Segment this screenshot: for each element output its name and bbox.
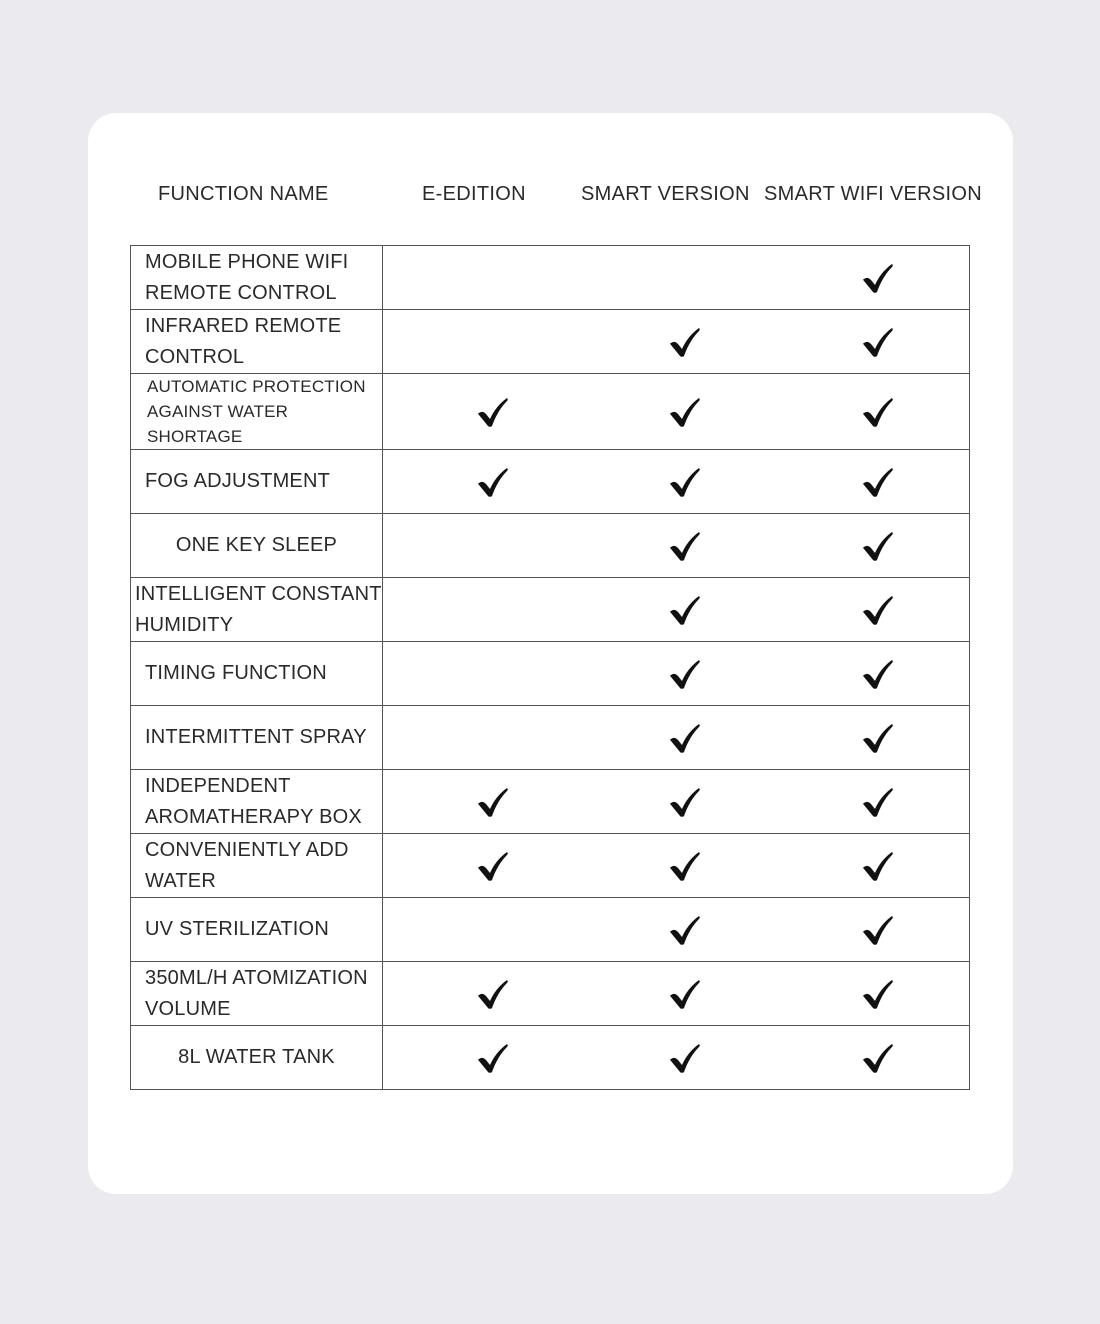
checkmark-icon [861, 721, 895, 755]
function-name-cell: FOG ADJUSTMENT [131, 450, 383, 514]
function-name-cell: ONE KEY SLEEP [131, 514, 383, 578]
table-row [131, 770, 970, 834]
availability-cell [383, 706, 970, 770]
checkmark-icon [861, 657, 895, 691]
header-e-edition: E-EDITION [422, 183, 526, 205]
availability-cell [383, 450, 970, 514]
checkmark-icon [861, 977, 895, 1011]
availability-cell [383, 310, 970, 374]
function-name-cell: MOBILE PHONE WIFI REMOTE CONTROL [131, 246, 383, 310]
availability-cell [383, 1026, 970, 1090]
availability-cell [383, 246, 970, 310]
checkmark-icon [861, 849, 895, 883]
function-name-cell: UV STERILIZATION [131, 898, 383, 962]
checkmark-icon [861, 261, 895, 295]
function-name-cell: AUTOMATIC PROTECTION AGAINST WATER SHORTAGE [131, 374, 383, 450]
checkmark-icon [668, 785, 702, 819]
checkmark-icon [476, 849, 510, 883]
checkmark-icon [476, 395, 510, 429]
checkmark-icon [861, 529, 895, 563]
function-name-cell: INTERMITTENT SPRAY [131, 706, 383, 770]
checkmark-icon [476, 465, 510, 499]
table-row [131, 898, 970, 962]
function-name-cell: TIMING FUNCTION [131, 642, 383, 706]
table-row [131, 706, 970, 770]
table-row [131, 514, 970, 578]
availability-cell [383, 898, 970, 962]
availability-cell [383, 514, 970, 578]
function-name-cell: CONVENIENTLY ADD WATER [131, 834, 383, 898]
checkmark-icon [861, 913, 895, 947]
function-name-cell: 350ML/H ATOMIZATION VOLUME [131, 962, 383, 1026]
checkmark-icon [668, 1041, 702, 1075]
table-row [131, 834, 970, 898]
checkmark-icon [668, 465, 702, 499]
function-name-cell: INTELLIGENT CONSTANT HUMIDITY [131, 578, 383, 642]
checkmark-icon [668, 529, 702, 563]
table-row [131, 578, 970, 642]
availability-cell [383, 834, 970, 898]
table-row [131, 450, 970, 514]
table-row [131, 1026, 970, 1090]
checkmark-icon [476, 977, 510, 1011]
table-row [131, 962, 970, 1026]
checkmark-icon [668, 849, 702, 883]
table-row [131, 374, 970, 450]
table-row [131, 310, 970, 374]
checkmark-icon [861, 395, 895, 429]
availability-cell [383, 642, 970, 706]
comparison-card [88, 113, 1013, 1194]
header-function-name: FUNCTION NAME [158, 183, 329, 205]
checkmark-icon [668, 913, 702, 947]
checkmark-icon [861, 1041, 895, 1075]
function-name-cell: INDEPENDENT AROMATHERAPY BOX [131, 770, 383, 834]
availability-cell [383, 374, 970, 450]
function-name-cell: INFRARED REMOTE CONTROL [131, 310, 383, 374]
checkmark-icon [668, 593, 702, 627]
checkmark-icon [668, 721, 702, 755]
table-row [131, 246, 970, 310]
checkmark-icon [476, 785, 510, 819]
availability-cell [383, 578, 970, 642]
feature-comparison-table [130, 245, 970, 1090]
checkmark-icon [861, 785, 895, 819]
checkmark-icon [861, 465, 895, 499]
checkmark-icon [861, 593, 895, 627]
checkmark-icon [668, 395, 702, 429]
availability-cell [383, 962, 970, 1026]
availability-cell [383, 770, 970, 834]
checkmark-icon [476, 1041, 510, 1075]
checkmark-icon [668, 977, 702, 1011]
checkmark-icon [861, 325, 895, 359]
function-name-cell: 8L WATER TANK [131, 1026, 383, 1090]
table-row [131, 642, 970, 706]
header-smart-version: SMART VERSION [581, 183, 750, 205]
checkmark-icon [668, 657, 702, 691]
header-smart-wifi-version: SMART WIFI VERSION [764, 183, 983, 205]
checkmark-icon [668, 325, 702, 359]
